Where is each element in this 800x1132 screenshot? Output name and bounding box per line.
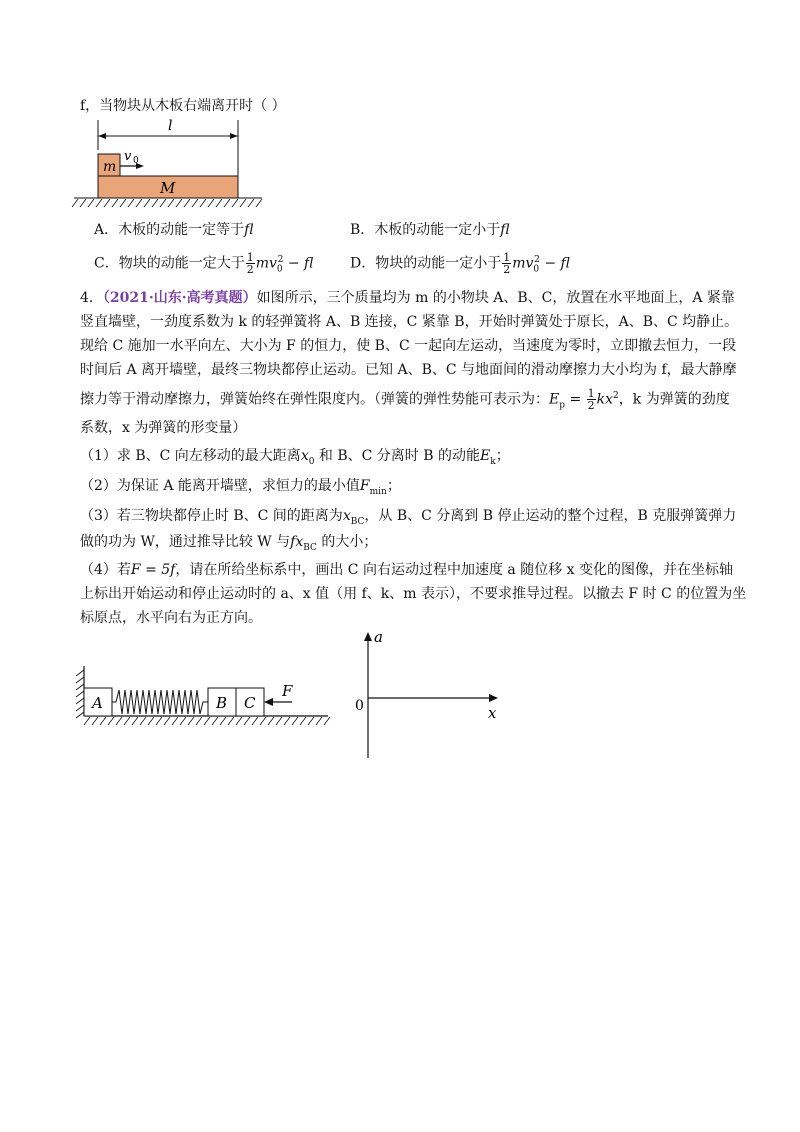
part-4-line-3: 标原点，水平向右为正方向。 — [80, 610, 262, 626]
option-a-text: A．木板的动能一定等于 — [94, 222, 245, 238]
question-4-line-1: 4．（2021·山东·高考真题）如图所示，三个质量均为 m 的小物块 A、B、C，放置在水平地面上，A 紧靠 — [80, 290, 735, 306]
option-b-expr: fl — [500, 222, 510, 238]
origin-label: 0 — [355, 698, 364, 714]
figure-a-x-axes — [350, 628, 510, 764]
force-label: F — [282, 682, 293, 700]
part-4-line-2: 上标出开始运动和停止运动时的 a、x 值（用 f、k、m 表示），不要求推导过程。以撤去 F 时 C 的位置为坐 — [80, 586, 747, 602]
option-a — [94, 220, 253, 240]
option-b-text: B．木板的动能一定小于 — [350, 222, 501, 238]
option-c-text: C．物块的动能一定大于 — [94, 255, 245, 272]
length-label: l — [168, 118, 173, 134]
block-b-label: B — [216, 694, 228, 712]
mass-m-label: m — [103, 159, 117, 175]
fraction-half: $\frac{1}{2}$ — [246, 251, 254, 277]
question-4-line-6: 系数，x 为弹簧的形变量） — [80, 420, 247, 436]
question-3-tail: f，当物块从木板右端离开时（ ） — [80, 98, 286, 114]
question-4-line-2: 竖直墙壁，一劲度系数为 k 的轻弹簧将 A、B 连接，C 紧靠 B，开始时弹簧处于原长，A、B、C 均静止。 — [80, 314, 739, 330]
x-axis-label: x — [488, 704, 497, 722]
block-a-label: A — [92, 694, 103, 712]
part-3-line-1: （3）若三物块都停止时 B、C 间的距离为$x_{BC}$，从 B、C 分离到 B 停止运动的整个过程，B 克服弹簧弹力 — [80, 508, 737, 527]
figure-spring-blocks — [66, 660, 336, 730]
question-4-line-5: 擦力等于滑动摩擦力，弹簧始终在弹性限度内。（弹簧的弹性势能可表示为：$E_p$ = $\frac{1}{2}$ $kx^2$，k 为弹簧的劲度 — [80, 387, 730, 413]
source-tag: （2021·山东·高考真题） — [102, 290, 257, 306]
option-c: C．物块的动能一定大于 $\frac{1}{2}$ $mv_0^2$ − fl — [94, 251, 314, 277]
spring — [112, 690, 208, 714]
option-b — [350, 220, 510, 240]
question-4-line-3: 现给 C 施加一水平向左、大小为 F 的恒力，使 B、C 一起向左运动，当速度为零时，立即撤去恒力，一段 — [80, 338, 737, 354]
part-1: （1）求 B、C 向左移动的最大距离$x_0$ 和 B、C 分离时 B 的动能$E_k$； — [80, 448, 510, 467]
velocity-label: v — [124, 149, 132, 164]
mass-M-label: M — [160, 179, 176, 197]
option-d: D．物块的动能一定小于 $\frac{1}{2}$ $mv_0^2$ − fl — [350, 251, 570, 277]
option-a-expr: fl — [244, 222, 254, 238]
block-c-label: C — [244, 694, 256, 712]
part-4-line-1: （4）若F = 5f，请在所给坐标系中，画出 C 向右运动过程中加速度 a 随位移 x 变化的图像，并在坐标轴 — [80, 562, 734, 578]
part-3-line-2: 做的功为 W，通过推导比较 W 与$fx_{BC}$ 的大小； — [80, 534, 378, 553]
velocity-subscript: 0 — [133, 156, 139, 166]
question-4-line-4: 时间后 A 离开墙壁，最终三物块都停止运动。已知 A、B、C 与地面间的滑动摩擦力大小均为 f，最大静摩 — [80, 362, 737, 378]
part-2: （2）为保证 A 能离开墙壁，求恒力的最小值$F_{min}$； — [80, 478, 401, 497]
option-d-text: D．物块的动能一定小于 — [350, 255, 502, 272]
a-axis-label: a — [374, 628, 383, 646]
figure-block-on-board — [70, 116, 270, 216]
fraction-half: $\frac{1}{2}$ — [503, 251, 511, 277]
